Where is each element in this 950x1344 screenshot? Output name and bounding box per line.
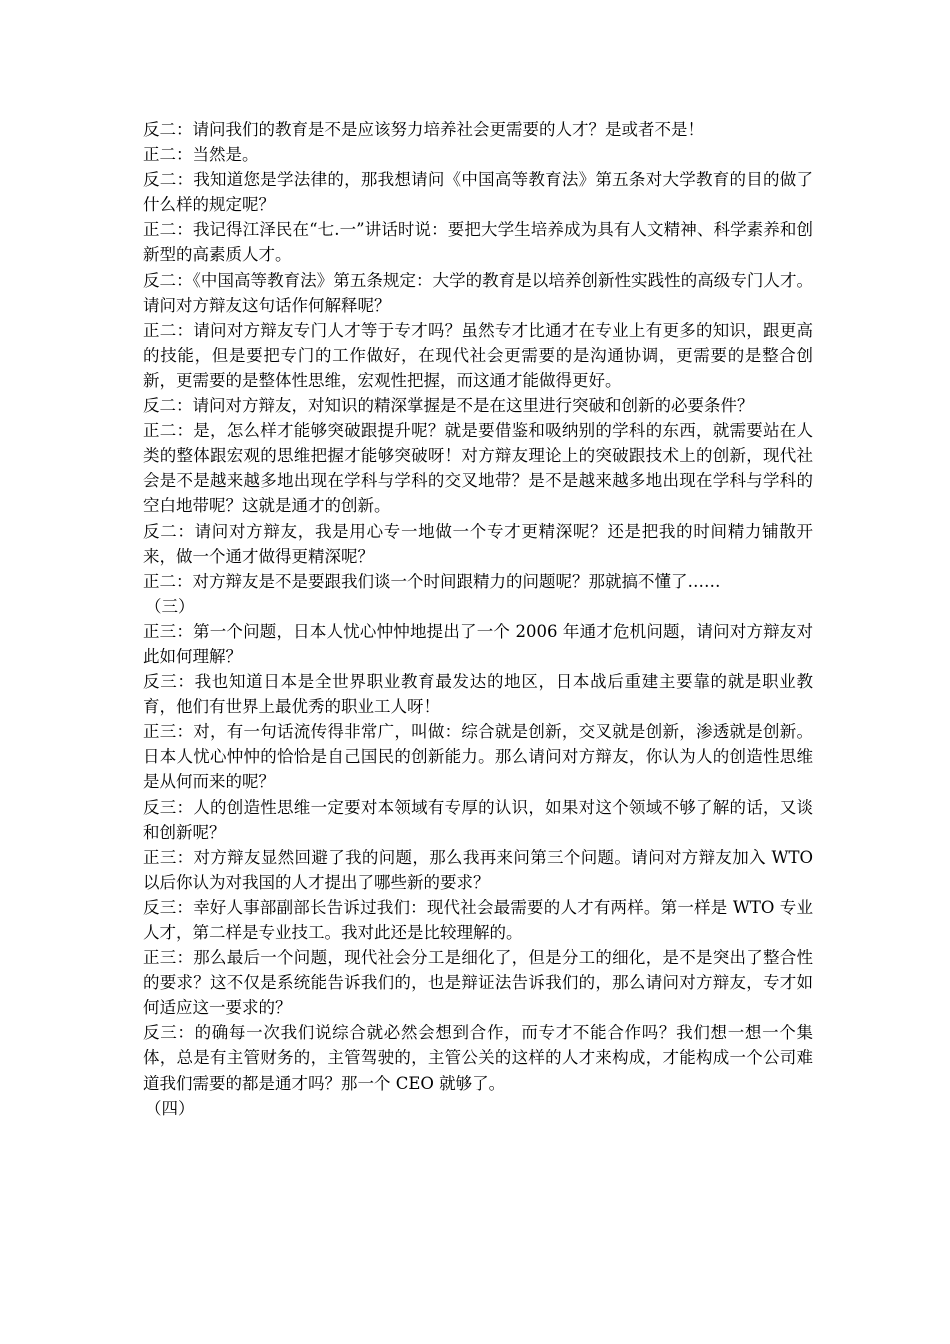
debate-line: 反三：人的创造性思维一定要对本领域有专厚的认识，如果对这个领域不够了解的话，又谈和创新呢？ [143,797,813,842]
debate-line: 反三：的确每一次我们说综合就必然会想到合作，而专才不能合作吗？我们想一想一个集体，总是有主管财务的，主管驾驶的，主管公关的这样的人才来构成，才能构成一个公司难道我们需要的都是通才吗？那一个 CEO 就够了。 [143,1023,813,1093]
debate-line: 反二：请问对方辩友，我是用心专一地做一个专才更精深呢？还是把我的时间精力铺散开来，做一个通才做得更精深呢？ [143,521,813,566]
debate-line: 正三：那么最后一个问题，现代社会分工是细化了，但是分工的细化，是不是突出了整合性的要求？这不仅是系统能告诉我们的，也是辩证法告诉我们的，那么请问对方辩友，专才如何适应这一要求的？ [143,948,813,1018]
debate-line: 正二：对方辩友是不是要跟我们谈一个时间跟精力的问题呢？那就搞不懂了…… [143,571,721,591]
debate-line: 正三：对方辩友显然回避了我的问题，那么我再来问第三个问题。请问对方辩友加入 WTO 以后你认为对我国的人才提出了哪些新的要求？ [143,847,813,892]
debate-line: 正三：对，有一句话流传得非常广，叫做：综合就是创新，交叉就是创新，渗透就是创新。日本人忧心忡忡的恰恰是自己国民的创新能力。那么请问对方辩友，你认为人的创造性思维是从何而来的呢？ [143,722,813,792]
debate-line: 正二：当然是。 [143,145,259,165]
debate-line: 正二：请问对方辩友专门人才等于专才吗？虽然专才比通才在专业上有更多的知识，跟更高的技能，但是要把专门的工作做好，在现代社会更需要的是沟通协调，更需要的是整合创新，更需要的是整体性思维，宏观性把握，而这通才能做得更好。 [143,320,813,390]
debate-line: 反二：《中国高等教育法》第五条规定：大学的教育是以培养创新性实践性的高级专门人才。请问对方辩友这句话作何解释呢？ [143,270,813,315]
debate-line: 正三：第一个问题，日本人忧心忡忡地提出了一个 2006 年通才危机问题，请问对方辩友对此如何理解？ [143,621,813,666]
debate-line: 反二：我知道您是学法律的，那我想请问《中国高等教育法》第五条对大学教育的目的做了什么样的规定呢？ [143,170,813,215]
debate-line: 反三：我也知道日本是全世界职业教育最发达的地区，日本战后重建主要靠的就是职业教育，他们有世界上最优秀的职业工人呀！ [143,672,813,717]
debate-line: 反三：幸好人事部副部长告诉过我们：现代社会最需要的人才有两样。第一样是 WTO 专业人才，第二样是专业技工。我对此还是比较理解的。 [143,897,813,942]
debate-line: 反二：请问对方辩友，对知识的精深掌握是不是在这里进行突破和创新的必要条件？ [143,396,754,416]
debate-line: 反二：请问我们的教育是不是应该努力培养社会更需要的人才？是或者不是！ [143,120,704,139]
document-body [143,117,813,1121]
debate-line: 正二：我记得江泽民在“七.一”讲话时说：要把大学生培养成为具有人文精神、科学素养和创新型的高素质人才。 [143,220,813,265]
section-heading: （三） [145,596,195,616]
debate-line: 正二：是，怎么样才能够突破跟提升呢？就是要借鉴和吸纳别的学科的东西，就需要站在人类的整体跟宏观的思维把握才能够突破呀！对方辩友理论上的突破跟技术上的创新，现代社会是不是越来越多地出现在学科与学科的交叉地带？是不是越来越多地出现在学科与学科的空白地带呢？这就是通才的创新。 [143,421,813,516]
section-heading: （四） [145,1098,195,1118]
